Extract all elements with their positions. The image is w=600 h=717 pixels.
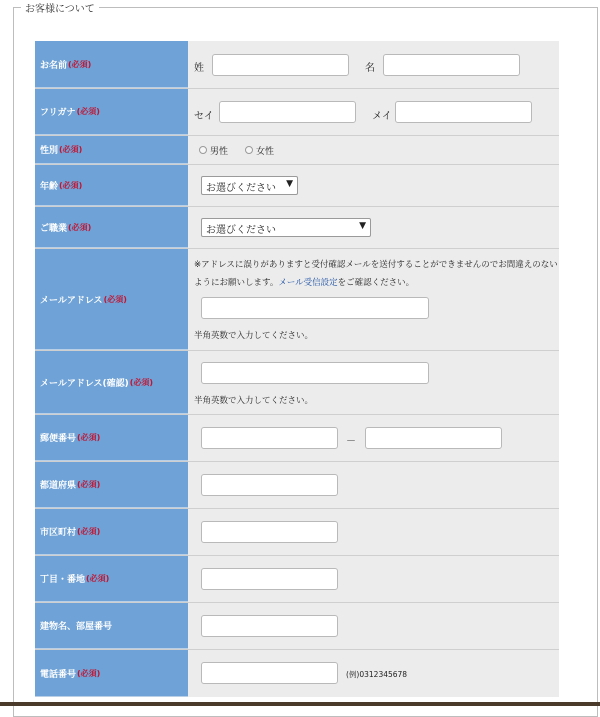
label-address: 丁目・番地 (必須) <box>35 556 188 602</box>
label-age: 年齢 (必須) <box>35 165 188 206</box>
label-email-confirm: メールアドレス(確認) (必須) <box>35 351 188 414</box>
row-name <box>35 41 559 89</box>
building-input[interactable] <box>201 615 338 637</box>
mail-settings-link[interactable]: メール受信設定 <box>278 278 338 288</box>
fieldset-legend: お客様について <box>21 0 99 15</box>
row-address <box>35 556 559 603</box>
label-name: お名前 (必須) <box>35 41 188 88</box>
row-phone <box>35 650 559 697</box>
occupation-select[interactable]: お選びください ▼ <box>201 218 371 237</box>
postal-separator: － <box>346 436 356 447</box>
email-hint: 半角英数で入力してください。 <box>194 331 314 341</box>
address-input[interactable] <box>201 568 338 590</box>
email-notice-line1: ※アドレスに誤りがありますと受付確認メールを送付することができませんのでお間違えのない <box>194 260 558 270</box>
mei-label: 名 <box>365 63 375 74</box>
radio-female[interactable] <box>245 146 253 154</box>
dropdown-arrow-icon: ▼ <box>359 221 366 231</box>
label-postal: 郵便番号 (必須) <box>35 415 188 461</box>
first-name-kana-input[interactable] <box>395 101 532 123</box>
last-name-kana-input[interactable] <box>219 101 356 123</box>
dropdown-arrow-icon: ▼ <box>286 179 293 189</box>
phone-input[interactable] <box>201 662 338 684</box>
row-age <box>35 165 559 207</box>
required-mark: (必須) <box>68 59 92 69</box>
row-prefecture <box>35 462 559 509</box>
postal-code-second-input[interactable] <box>365 427 502 449</box>
row-city <box>35 509 559 556</box>
row-email <box>35 249 559 351</box>
email-notice-line2: ようにお願いします。メール受信設定をご確認ください。 <box>194 278 415 288</box>
prefecture-input[interactable] <box>201 474 338 496</box>
row-occupation <box>35 207 559 249</box>
footer-divider <box>0 702 600 706</box>
email-input[interactable] <box>201 297 429 319</box>
label-building: 建物名、部屋番号 <box>35 603 188 649</box>
gender-male-label: 男性 <box>210 147 229 157</box>
label-prefecture: 都道府県 (必須) <box>35 462 188 508</box>
postal-code-first-input[interactable] <box>201 427 338 449</box>
row-building <box>35 603 559 650</box>
label-furigana: フリガナ (必須) <box>35 89 188 135</box>
email-confirm-input[interactable] <box>201 362 429 384</box>
gender-female-label: 女性 <box>256 147 275 157</box>
phone-example: (例)0312345678 <box>346 670 408 679</box>
label-email: メールアドレス (必須) <box>35 249 188 350</box>
city-input[interactable] <box>201 521 338 543</box>
label-phone: 電話番号 (必須) <box>35 650 188 697</box>
sei-kana-label: セイ <box>194 111 214 122</box>
label-city: 市区町村 (必須) <box>35 509 188 555</box>
label-gender: 性別 (必須) <box>35 136 188 164</box>
first-name-input[interactable] <box>383 54 520 76</box>
last-name-input[interactable] <box>212 54 349 76</box>
row-furigana <box>35 89 559 136</box>
row-postal <box>35 415 559 462</box>
sei-label: 姓 <box>194 63 204 74</box>
label-occupation: ご職業 (必須) <box>35 207 188 248</box>
row-gender <box>35 136 559 165</box>
mei-kana-label: メイ <box>372 111 392 122</box>
radio-male[interactable] <box>199 146 207 154</box>
row-email-confirm <box>35 351 559 415</box>
age-select[interactable]: お選びください ▼ <box>201 176 298 195</box>
email-confirm-hint: 半角英数で入力してください。 <box>194 396 314 406</box>
